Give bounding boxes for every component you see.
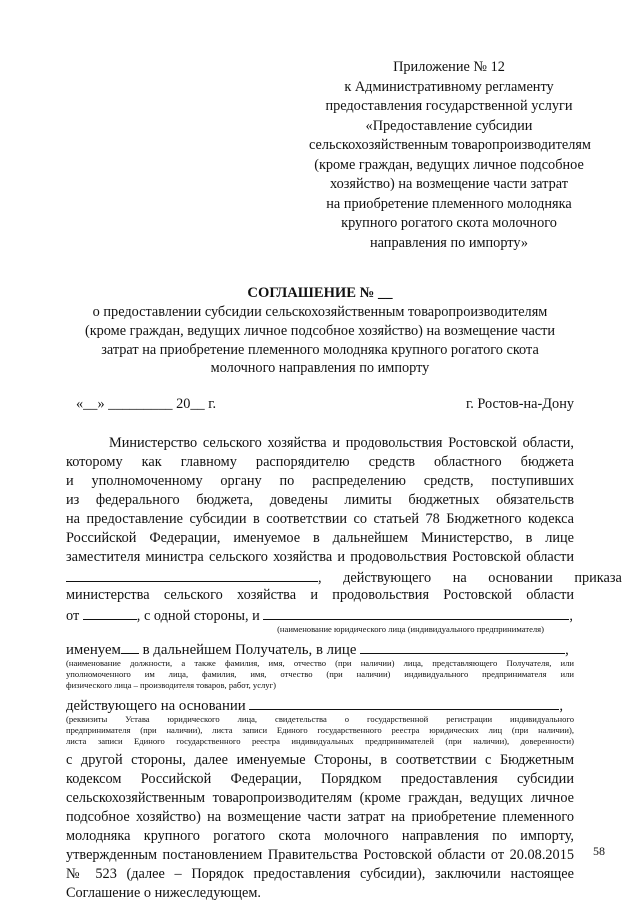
representative-blank[interactable] — [360, 639, 565, 654]
from-prefix: от — [66, 608, 80, 625]
body-line: Соглашение о нижеследующем. — [66, 885, 262, 902]
from-mid-text: , с одной стороны, и — [136, 608, 260, 625]
appendix-header — [309, 58, 589, 253]
agreement-date: «__» _________ 20__ г. — [76, 396, 217, 413]
note-person-line: физического лица – производителя товаров, работ, услуг) — [66, 680, 276, 691]
named-mid-text: в дальнейшем Получатель, в лице — [138, 642, 357, 659]
note-person-line: (наименование должности, а также фамилия, имя, отчество (при наличии) лица, представляющего Получателя, или — [66, 658, 574, 669]
subtitle-line: о предоставлении субсидии сельскохозяйственным товаропроизводителям — [92, 304, 548, 320]
body-line: на предоставление субсидии в соответствии со статьей 78 Бюджетного кодекса — [66, 511, 574, 528]
appendix-line: предоставления государственной услуги — [325, 98, 573, 114]
note-person-line: уполномоченного им лица, фамилия, имя, отчество (при наличии) индивидуального предпринимателя или — [66, 669, 574, 680]
appendix-line: на приобретение племенного молодняка — [326, 195, 572, 212]
body-line: которому как главному распорядителю средств областного бюджета — [66, 454, 574, 471]
named-prefix: именуем — [66, 642, 121, 659]
deputy-name-blank[interactable] — [66, 567, 318, 582]
body-line: № 523 (далее – Порядок предоставления субсидии), заключили настоящее — [66, 866, 574, 883]
body-line: утвержденным постановлением Правительства Ростовской области от 20.08.2015 — [66, 847, 574, 864]
appendix-line: крупного рогатого скота молочного — [341, 215, 557, 231]
document-subtitle — [66, 303, 574, 378]
page-number: 58 — [593, 844, 605, 858]
note-docs-line: предпринимателя (при наличии), листа записи Единого государственного реестра юридических лиц (при наличии), — [66, 725, 574, 736]
basis-line — [66, 695, 574, 714]
agreement-city: г. Ростов-на-Дону — [465, 396, 574, 413]
comma: , — [559, 698, 564, 715]
appendix-line: Приложение № 12 — [393, 59, 505, 75]
order-date-blank[interactable] — [83, 605, 137, 620]
subtitle-line: молочного направления по импорту — [210, 360, 430, 377]
body-line: Российской Федерации, именуемое в дальнейшем Министерство, в лице — [66, 530, 574, 547]
appendix-line: хозяйство) на возмещение части затрат — [330, 176, 568, 192]
body-line: кодексом Российской Федерации, Порядком предоставления субсидии — [66, 771, 574, 788]
deputy-blank-line — [66, 567, 622, 587]
comma: , — [565, 642, 569, 659]
note-docs-line: листа записи Единого государственного реестра индивидуальных предпринимателей (при наличии), доверенности) — [66, 736, 574, 747]
subtitle-line: затрат на приобретение племенного молодняка крупного рогатого скота — [101, 341, 539, 358]
appendix-line: к Административному регламенту — [344, 78, 554, 95]
body-line: с другой стороны, далее именуемые Стороны, в соответствии с Бюджетным — [66, 752, 574, 769]
note-entity: (наименование юридического лица (индивидуального предпринимателя) — [277, 624, 544, 635]
body-line: сельскохозяйственным товаропроизводителям (кроме граждан, ведущих личное — [66, 790, 574, 807]
appendix-line: (кроме граждан, ведущих личное подсобное — [314, 156, 584, 173]
acting-text: , действующего на основании приказа — [318, 570, 622, 587]
body-line: из федерального бюджета, доведены лимиты бюджетных обязательств — [66, 492, 574, 509]
appendix-line: сельскохозяйственным товаропроизводителям — [309, 137, 591, 153]
appendix-line: «Предоставление субсидии — [365, 117, 533, 134]
body-line: молодняка крупного рогатого скота молочного направления по импорту, — [66, 828, 574, 845]
named-line — [66, 639, 574, 658]
recipient-entity-blank[interactable] — [263, 605, 569, 620]
subtitle-line: (кроме граждан, ведущих личное подсобное хозяйство) на возмещение части — [84, 322, 556, 339]
date-place-row — [66, 395, 574, 414]
note-docs-line: (реквизиты Устава юридического лица, свидетельства о государственной регистрации индивидуального — [66, 714, 574, 725]
appendix-line: направления по импорту» — [370, 234, 528, 251]
body-line: подсобное хозяйство) на возмещение части затрат на приобретение племенного — [66, 809, 574, 826]
body-line: министерства сельского хозяйства и продовольствия Ростовской области — [66, 587, 574, 604]
acting-basis-text: действующего на основании — [66, 698, 246, 715]
body-line: Министерство сельского хозяйства и продовольствия Ростовской области, — [109, 435, 574, 452]
body-line: заместителя министра сельского хозяйства и продовольствия Ростовской области — [66, 549, 574, 566]
body-line: и уполномоченному органу по распределению средств, поступивших — [66, 473, 574, 490]
order-date-line — [66, 605, 574, 624]
comma: , — [569, 608, 573, 625]
basis-documents-blank[interactable] — [249, 695, 559, 710]
document-title: СОГЛАШЕНИЕ № __ — [247, 285, 393, 301]
named-ending-blank[interactable] — [121, 639, 139, 654]
